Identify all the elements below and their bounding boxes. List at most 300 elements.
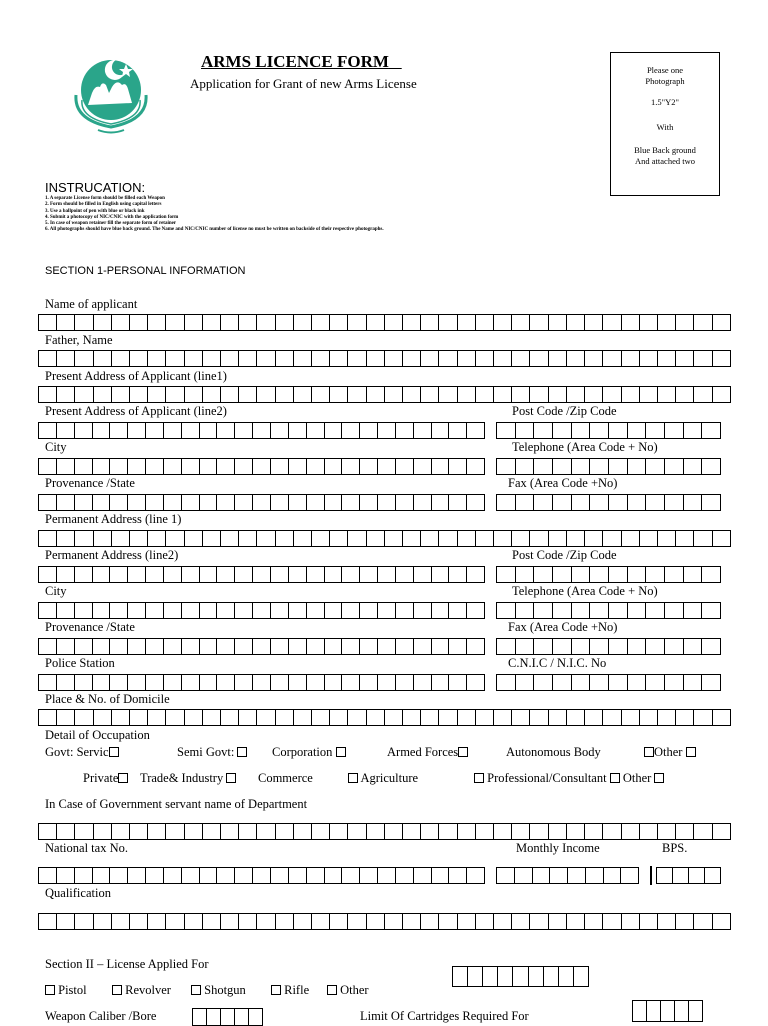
char-box[interactable]	[449, 458, 467, 475]
present-address-1-boxes[interactable]	[38, 386, 731, 403]
char-box[interactable]	[516, 638, 535, 655]
char-box[interactable]	[57, 314, 75, 331]
occ-private-option[interactable]	[83, 771, 128, 786]
char-box[interactable]	[467, 674, 485, 691]
char-box[interactable]	[432, 602, 450, 619]
telephone-2-boxes[interactable]	[496, 602, 721, 619]
char-box[interactable]	[307, 494, 325, 511]
char-box[interactable]	[590, 458, 609, 475]
char-box[interactable]	[567, 530, 585, 547]
char-box[interactable]	[513, 966, 528, 987]
char-box[interactable]	[239, 350, 257, 367]
char-box[interactable]	[385, 350, 403, 367]
char-box[interactable]	[534, 566, 553, 583]
char-box[interactable]	[75, 867, 93, 884]
char-box[interactable]	[312, 314, 330, 331]
char-box[interactable]	[312, 913, 330, 930]
char-box[interactable]	[622, 709, 640, 726]
permanent-address-1-boxes[interactable]	[38, 530, 731, 547]
char-box[interactable]	[164, 566, 182, 583]
char-box[interactable]	[516, 422, 535, 439]
domicile-boxes[interactable]	[38, 709, 731, 726]
char-box[interactable]	[684, 602, 703, 619]
char-box[interactable]	[530, 913, 548, 930]
char-box[interactable]	[185, 709, 203, 726]
occ-professional-checkbox[interactable]	[610, 773, 620, 783]
char-box[interactable]	[516, 674, 535, 691]
char-box[interactable]	[494, 709, 512, 726]
char-box[interactable]	[271, 566, 289, 583]
char-box[interactable]	[276, 530, 294, 547]
char-box[interactable]	[549, 913, 567, 930]
char-box[interactable]	[432, 867, 450, 884]
char-box[interactable]	[572, 674, 591, 691]
char-box[interactable]	[312, 823, 330, 840]
char-box[interactable]	[367, 823, 385, 840]
char-box[interactable]	[646, 494, 665, 511]
char-box[interactable]	[468, 966, 483, 987]
char-box[interactable]	[553, 566, 572, 583]
char-box[interactable]	[110, 602, 128, 619]
char-box[interactable]	[421, 913, 439, 930]
char-box[interactable]	[449, 566, 467, 583]
char-box[interactable]	[257, 530, 275, 547]
char-box[interactable]	[676, 314, 694, 331]
char-box[interactable]	[239, 823, 257, 840]
monthly-income-boxes[interactable]	[496, 867, 639, 884]
weapon-revolver-option[interactable]	[112, 983, 171, 998]
char-box[interactable]	[325, 602, 343, 619]
char-box[interactable]	[628, 494, 647, 511]
char-box[interactable]	[200, 602, 218, 619]
char-box[interactable]	[217, 867, 235, 884]
char-box[interactable]	[203, 709, 221, 726]
char-box[interactable]	[253, 422, 271, 439]
char-box[interactable]	[217, 638, 235, 655]
char-box[interactable]	[235, 638, 253, 655]
char-box[interactable]	[312, 709, 330, 726]
char-box[interactable]	[684, 422, 703, 439]
char-box[interactable]	[203, 530, 221, 547]
char-box[interactable]	[112, 386, 130, 403]
char-box[interactable]	[476, 530, 494, 547]
char-box[interactable]	[534, 602, 553, 619]
char-box[interactable]	[553, 422, 572, 439]
char-box[interactable]	[403, 314, 421, 331]
char-box[interactable]	[367, 386, 385, 403]
char-box[interactable]	[458, 350, 476, 367]
char-box[interactable]	[307, 566, 325, 583]
char-box[interactable]	[128, 458, 146, 475]
char-box[interactable]	[235, 867, 253, 884]
char-box[interactable]	[360, 602, 378, 619]
char-box[interactable]	[628, 602, 647, 619]
char-box[interactable]	[414, 458, 432, 475]
char-box[interactable]	[146, 867, 164, 884]
char-box[interactable]	[57, 674, 75, 691]
occ-other-2-checkbox[interactable]	[654, 773, 664, 783]
char-box[interactable]	[421, 314, 439, 331]
char-box[interactable]	[75, 913, 93, 930]
char-box[interactable]	[360, 638, 378, 655]
char-box[interactable]	[39, 638, 57, 655]
char-box[interactable]	[130, 823, 148, 840]
char-box[interactable]	[253, 867, 271, 884]
char-box[interactable]	[640, 350, 658, 367]
char-box[interactable]	[148, 314, 166, 331]
char-box[interactable]	[590, 674, 609, 691]
char-box[interactable]	[164, 638, 182, 655]
char-box[interactable]	[239, 530, 257, 547]
char-box[interactable]	[530, 350, 548, 367]
char-box[interactable]	[75, 314, 93, 331]
char-box[interactable]	[75, 422, 93, 439]
char-box[interactable]	[185, 314, 203, 331]
char-box[interactable]	[57, 867, 75, 884]
char-box[interactable]	[585, 709, 603, 726]
char-box[interactable]	[603, 314, 621, 331]
char-box[interactable]	[609, 422, 628, 439]
char-box[interactable]	[148, 530, 166, 547]
char-box[interactable]	[705, 867, 721, 884]
char-box[interactable]	[312, 530, 330, 547]
char-box[interactable]	[676, 386, 694, 403]
char-box[interactable]	[585, 530, 603, 547]
char-box[interactable]	[689, 1000, 703, 1022]
char-box[interactable]	[112, 350, 130, 367]
char-box[interactable]	[497, 602, 516, 619]
char-box[interactable]	[330, 314, 348, 331]
char-box[interactable]	[684, 674, 703, 691]
char-box[interactable]	[166, 350, 184, 367]
char-box[interactable]	[694, 386, 712, 403]
char-box[interactable]	[549, 314, 567, 331]
char-box[interactable]	[360, 867, 378, 884]
char-box[interactable]	[553, 602, 572, 619]
char-box[interactable]	[385, 709, 403, 726]
char-box[interactable]	[603, 709, 621, 726]
char-box[interactable]	[378, 602, 396, 619]
char-box[interactable]	[182, 566, 200, 583]
char-box[interactable]	[166, 386, 184, 403]
occ-trade-checkbox[interactable]	[226, 773, 236, 783]
char-box[interactable]	[439, 530, 457, 547]
char-box[interactable]	[603, 386, 621, 403]
char-box[interactable]	[604, 867, 622, 884]
char-box[interactable]	[497, 867, 515, 884]
char-box[interactable]	[367, 709, 385, 726]
weapon-revolver-checkbox[interactable]	[112, 985, 122, 995]
char-box[interactable]	[684, 566, 703, 583]
char-box[interactable]	[622, 350, 640, 367]
char-box[interactable]	[294, 314, 312, 331]
char-box[interactable]	[235, 422, 253, 439]
char-box[interactable]	[603, 350, 621, 367]
weapon-rifle-checkbox[interactable]	[271, 985, 281, 995]
char-box[interactable]	[221, 823, 239, 840]
char-box[interactable]	[307, 458, 325, 475]
char-box[interactable]	[367, 913, 385, 930]
char-box[interactable]	[203, 823, 221, 840]
char-box[interactable]	[658, 530, 676, 547]
char-box[interactable]	[330, 386, 348, 403]
occ-autonomous-option[interactable]	[506, 745, 601, 760]
char-box[interactable]	[658, 823, 676, 840]
char-box[interactable]	[294, 350, 312, 367]
char-box[interactable]	[217, 602, 235, 619]
occ-govt-option[interactable]	[45, 745, 119, 760]
char-box[interactable]	[146, 422, 164, 439]
char-box[interactable]	[57, 530, 75, 547]
char-box[interactable]	[476, 350, 494, 367]
char-box[interactable]	[640, 314, 658, 331]
cartridges-boxes[interactable]	[632, 1000, 703, 1022]
char-box[interactable]	[235, 602, 253, 619]
char-box[interactable]	[622, 314, 640, 331]
char-box[interactable]	[609, 566, 628, 583]
char-box[interactable]	[512, 913, 530, 930]
char-box[interactable]	[360, 458, 378, 475]
char-box[interactable]	[94, 823, 112, 840]
char-box[interactable]	[221, 913, 239, 930]
char-box[interactable]	[661, 1000, 675, 1022]
char-box[interactable]	[549, 823, 567, 840]
char-box[interactable]	[276, 386, 294, 403]
char-box[interactable]	[684, 638, 703, 655]
char-box[interactable]	[512, 530, 530, 547]
char-box[interactable]	[249, 1008, 263, 1026]
char-box[interactable]	[128, 674, 146, 691]
char-box[interactable]	[603, 530, 621, 547]
char-box[interactable]	[325, 422, 343, 439]
char-box[interactable]	[94, 913, 112, 930]
char-box[interactable]	[476, 913, 494, 930]
char-box[interactable]	[516, 566, 535, 583]
char-box[interactable]	[622, 823, 640, 840]
char-box[interactable]	[110, 566, 128, 583]
occ-private-checkbox[interactable]	[118, 773, 128, 783]
char-box[interactable]	[702, 638, 721, 655]
char-box[interactable]	[439, 709, 457, 726]
occ-agriculture-checkbox[interactable]	[474, 773, 484, 783]
char-box[interactable]	[458, 709, 476, 726]
char-box[interactable]	[57, 566, 75, 583]
char-box[interactable]	[396, 566, 414, 583]
char-box[interactable]	[694, 350, 712, 367]
char-box[interactable]	[94, 350, 112, 367]
char-box[interactable]	[367, 530, 385, 547]
char-box[interactable]	[665, 602, 684, 619]
char-box[interactable]	[128, 602, 146, 619]
char-box[interactable]	[330, 350, 348, 367]
char-box[interactable]	[185, 913, 203, 930]
char-box[interactable]	[110, 494, 128, 511]
char-box[interactable]	[713, 913, 731, 930]
char-box[interactable]	[307, 638, 325, 655]
char-box[interactable]	[235, 566, 253, 583]
char-box[interactable]	[360, 422, 378, 439]
char-box[interactable]	[39, 530, 57, 547]
char-box[interactable]	[276, 314, 294, 331]
occ-semi-govt-option[interactable]	[177, 745, 247, 760]
char-box[interactable]	[146, 566, 164, 583]
char-box[interactable]	[146, 458, 164, 475]
char-box[interactable]	[271, 674, 289, 691]
char-box[interactable]	[217, 494, 235, 511]
char-box[interactable]	[512, 314, 530, 331]
char-box[interactable]	[512, 350, 530, 367]
occ-other-1-checkbox[interactable]	[686, 747, 696, 757]
char-box[interactable]	[694, 913, 712, 930]
char-box[interactable]	[713, 386, 731, 403]
char-box[interactable]	[590, 602, 609, 619]
char-box[interactable]	[590, 422, 609, 439]
char-box[interactable]	[689, 867, 705, 884]
char-box[interactable]	[458, 386, 476, 403]
char-box[interactable]	[203, 350, 221, 367]
char-box[interactable]	[93, 494, 111, 511]
cnic-boxes[interactable]	[496, 674, 721, 691]
city-2-boxes[interactable]	[38, 602, 485, 619]
char-box[interactable]	[467, 602, 485, 619]
char-box[interactable]	[39, 823, 57, 840]
char-box[interactable]	[567, 386, 585, 403]
char-box[interactable]	[182, 458, 200, 475]
char-box[interactable]	[609, 494, 628, 511]
char-box[interactable]	[289, 674, 307, 691]
char-box[interactable]	[665, 494, 684, 511]
char-box[interactable]	[385, 913, 403, 930]
char-box[interactable]	[164, 494, 182, 511]
char-box[interactable]	[476, 386, 494, 403]
char-box[interactable]	[330, 823, 348, 840]
char-box[interactable]	[166, 530, 184, 547]
char-box[interactable]	[385, 530, 403, 547]
char-box[interactable]	[658, 913, 676, 930]
occ-armed-forces-checkbox[interactable]	[458, 747, 468, 757]
char-box[interactable]	[421, 386, 439, 403]
char-box[interactable]	[342, 602, 360, 619]
char-box[interactable]	[603, 913, 621, 930]
occ-armed-forces-option[interactable]	[387, 745, 468, 760]
char-box[interactable]	[93, 422, 111, 439]
char-box[interactable]	[342, 422, 360, 439]
char-box[interactable]	[403, 386, 421, 403]
char-box[interactable]	[253, 638, 271, 655]
char-box[interactable]	[568, 867, 586, 884]
char-box[interactable]	[253, 674, 271, 691]
char-box[interactable]	[414, 566, 432, 583]
char-box[interactable]	[221, 314, 239, 331]
char-box[interactable]	[622, 386, 640, 403]
char-box[interactable]	[467, 566, 485, 583]
char-box[interactable]	[93, 566, 111, 583]
char-box[interactable]	[549, 386, 567, 403]
char-box[interactable]	[93, 602, 111, 619]
char-box[interactable]	[657, 867, 673, 884]
char-box[interactable]	[276, 823, 294, 840]
char-box[interactable]	[512, 709, 530, 726]
char-box[interactable]	[439, 350, 457, 367]
telephone-1-boxes[interactable]	[496, 458, 721, 475]
char-box[interactable]	[530, 709, 548, 726]
char-box[interactable]	[665, 638, 684, 655]
char-box[interactable]	[330, 530, 348, 547]
char-box[interactable]	[549, 530, 567, 547]
char-box[interactable]	[676, 913, 694, 930]
char-box[interactable]	[414, 867, 432, 884]
char-box[interactable]	[110, 458, 128, 475]
char-box[interactable]	[342, 566, 360, 583]
char-box[interactable]	[378, 867, 396, 884]
char-box[interactable]	[403, 709, 421, 726]
caliber-boxes[interactable]	[192, 1008, 263, 1026]
char-box[interactable]	[57, 386, 75, 403]
char-box[interactable]	[148, 709, 166, 726]
char-box[interactable]	[458, 823, 476, 840]
char-box[interactable]	[476, 314, 494, 331]
char-box[interactable]	[39, 350, 57, 367]
char-box[interactable]	[449, 674, 467, 691]
char-box[interactable]	[342, 458, 360, 475]
char-box[interactable]	[396, 422, 414, 439]
char-box[interactable]	[609, 602, 628, 619]
char-box[interactable]	[289, 566, 307, 583]
char-box[interactable]	[572, 602, 591, 619]
char-box[interactable]	[276, 350, 294, 367]
char-box[interactable]	[646, 458, 665, 475]
char-box[interactable]	[203, 386, 221, 403]
char-box[interactable]	[622, 913, 640, 930]
char-box[interactable]	[702, 494, 721, 511]
char-box[interactable]	[665, 422, 684, 439]
char-box[interactable]	[572, 494, 591, 511]
char-box[interactable]	[146, 638, 164, 655]
char-box[interactable]	[164, 602, 182, 619]
post-code-1-boxes[interactable]	[496, 422, 721, 439]
weapon-rifle-option[interactable]	[271, 983, 309, 998]
char-box[interactable]	[476, 709, 494, 726]
char-box[interactable]	[182, 674, 200, 691]
char-box[interactable]	[164, 674, 182, 691]
char-box[interactable]	[628, 566, 647, 583]
char-box[interactable]	[694, 709, 712, 726]
char-box[interactable]	[221, 386, 239, 403]
char-box[interactable]	[432, 458, 450, 475]
char-box[interactable]	[75, 638, 93, 655]
char-box[interactable]	[694, 823, 712, 840]
char-box[interactable]	[110, 422, 128, 439]
char-box[interactable]	[432, 674, 450, 691]
char-box[interactable]	[529, 966, 544, 987]
char-box[interactable]	[348, 314, 366, 331]
char-box[interactable]	[458, 913, 476, 930]
char-box[interactable]	[130, 530, 148, 547]
char-box[interactable]	[185, 823, 203, 840]
char-box[interactable]	[221, 709, 239, 726]
char-box[interactable]	[253, 458, 271, 475]
char-box[interactable]	[494, 386, 512, 403]
occ-semi-govt-checkbox[interactable]	[237, 747, 247, 757]
char-box[interactable]	[164, 867, 182, 884]
char-box[interactable]	[396, 867, 414, 884]
char-box[interactable]	[93, 458, 111, 475]
char-box[interactable]	[257, 823, 275, 840]
char-box[interactable]	[75, 566, 93, 583]
char-box[interactable]	[467, 867, 485, 884]
char-box[interactable]	[39, 913, 57, 930]
char-box[interactable]	[253, 566, 271, 583]
